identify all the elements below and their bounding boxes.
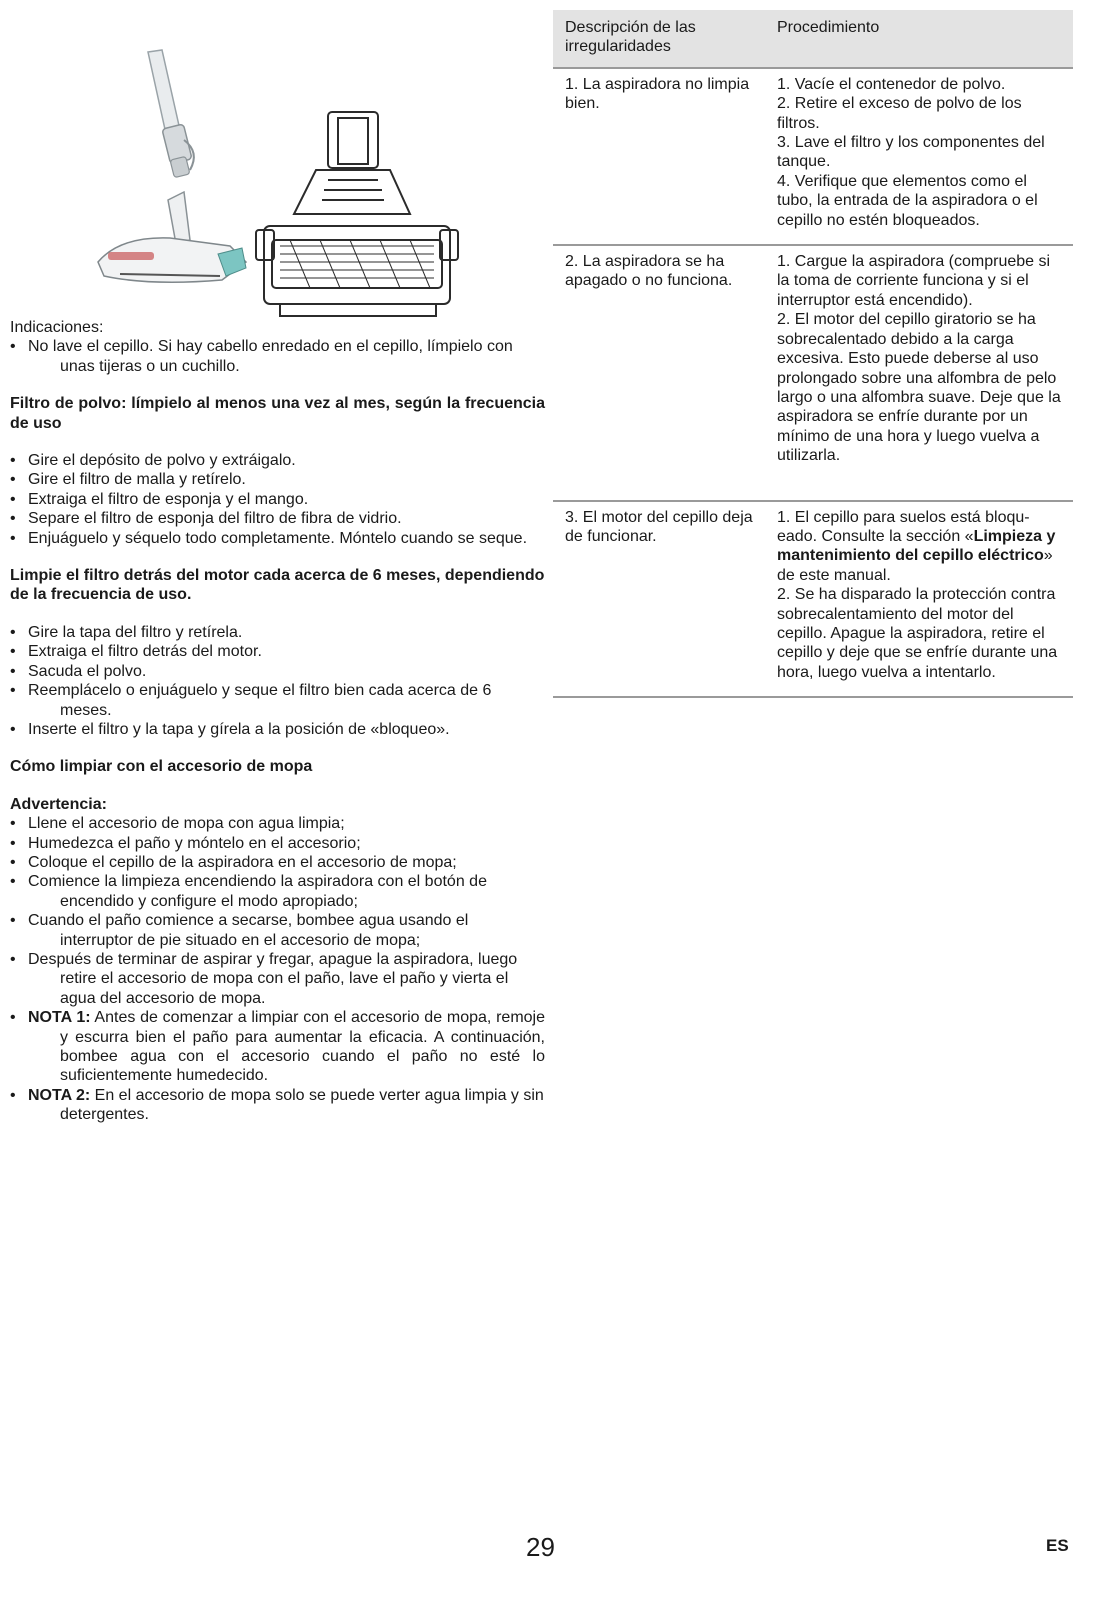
list-item: • Gire el depósito de polvo y extráigalo. <box>10 451 545 470</box>
list-item: • Después de terminar de aspirar y fregar, apague la aspiradora, luego retire el accesorio de mopa con el paño, lave el paño y vierta el agua del accesorio de mopa. <box>10 950 545 1008</box>
column-header-description: Descripción de las irregularidades <box>553 10 765 68</box>
list-item: • Coloque el cepillo de la aspiradora en el accesorio de mopa; <box>10 853 545 872</box>
note-1-item <box>10 1008 545 1086</box>
procedure-step-post: » de este manual. <box>777 547 1053 584</box>
indicaciones-label: Indicaciones: <box>10 319 104 336</box>
procedure-step: 2. El motor del cepillo giratorio se ha sobrecalentado debido a la carga excesiva. Esto puede deberse al uso prolongado sobre una alfombra de pelo largo o una alfombra suave. Deje que la aspiradora se enfríe durante por un mínimo de una hora y luego vuelva a utilizarla. <box>777 311 1061 465</box>
list-item: • Llene el accesorio de mopa con agua limpia; <box>10 814 545 833</box>
list-item: • Inserte el filtro y la tapa y gírela a la posición de «bloqueo». <box>10 720 545 739</box>
procedure-step: 2. Retire el exceso de polvo de los filtros. <box>777 95 1022 132</box>
floor-head-icon <box>98 192 246 282</box>
note-2-text: En el accesorio de mopa solo se puede verter agua limpia y sin detergentes. <box>60 1086 544 1124</box>
procedure-step: 3. Lave el filtro y los componentes del tanque. <box>777 134 1045 171</box>
note-1-text: Antes de comenzar a limpiar con el accesorio de mopa, remoje y escurra bien el paño para aumentar la eficacia. A continuación, bombee agua con el accesorio cuando el paño no esté lo suficientemente humedecido. <box>60 1009 546 1085</box>
mop-list <box>10 814 545 1125</box>
table-row <box>553 245 1073 500</box>
list-item: • Reemplácelo o enjuáguelo y seque el filtro bien cada acerca de 6 meses. <box>10 681 545 720</box>
procedure-step-pre: 1. El cepillo para suelos está bloqueado. Consulte la sección « <box>777 508 1030 545</box>
procedure-step: 4. Verifique que elementos como el tubo, la entrada de la aspiradora o el cepillo no estén bloqueados. <box>777 172 1038 229</box>
motor-filter-heading: Limpie el filtro detrás del motor cada acerca de 6 meses, dependiendo de la frecuencia de uso. <box>10 567 545 604</box>
procedure-step: 1. Cargue la aspiradora (compruebe si la toma de corriente funciona y si el interruptor está encendido). <box>777 253 1051 309</box>
vacuum-brush-illustration <box>80 40 480 320</box>
indicaciones-list <box>10 337 545 376</box>
page-number: 29 <box>526 1532 555 1562</box>
list-item: • Enjuáguelo y séquelo todo completamente. Móntelo cuando se seque. <box>10 529 545 548</box>
note-1-label: NOTA 1: <box>28 1009 91 1027</box>
list-item: • Extraiga el filtro detrás del motor. <box>10 642 545 661</box>
dust-filter-list <box>10 451 545 548</box>
list-item: • Humedezca el paño y móntelo en el accesorio; <box>10 834 545 853</box>
motor-filter-list <box>10 623 545 739</box>
warning-label: Advertencia: <box>10 795 107 813</box>
list-item: • No lave el cepillo. Si hay cabello enredado en el cepillo, límpielo con unas tijeras o un cuchillo. <box>10 337 545 376</box>
brush-head-diagram-icon <box>256 112 458 316</box>
procedure-cell <box>765 68 1073 245</box>
dust-filter-heading: Filtro de polvo: límpielo al menos una vez al mes, según la frecuencia de uso <box>10 395 545 432</box>
procedure-step-bold: Limpieza y mantenimiento del cepillo eléctrico <box>777 527 1056 565</box>
troubleshooting-table <box>553 10 1073 698</box>
procedure-step: 2. Se ha disparado la protección contra sobrecalentamiento del motor del cepillo. Apague la aspiradora, retire el cepillo y deje que se enfríe durante una hora, luego vuelva a intentarlo. <box>777 586 1058 681</box>
vacuum-wand-icon <box>148 50 194 178</box>
left-column <box>10 318 545 1125</box>
list-item: • Gire la tapa del filtro y retírela. <box>10 623 545 642</box>
list-item: • Extraiga el filtro de esponja y el mango. <box>10 490 545 509</box>
procedure-cell <box>765 501 1073 698</box>
note-2-label: NOTA 2: <box>28 1086 91 1104</box>
list-item: • Comience la limpieza encendiendo la aspiradora con el botón de encendido y configure el modo apropiado; <box>10 872 545 911</box>
list-item: • Sacuda el polvo. <box>10 662 545 681</box>
table-row <box>553 501 1073 698</box>
note-2-item <box>10 1086 545 1125</box>
list-item: • Cuando el paño comience a secarse, bombee agua usando el interruptor de pie situado en el accesorio de mopa; <box>10 911 545 950</box>
mop-heading: Cómo limpiar con el accesorio de mopa <box>10 758 313 776</box>
issue-cell: 2. La aspiradora se ha apagado o no funciona. <box>553 245 765 500</box>
column-header-procedure: Procedimiento <box>765 10 1073 68</box>
procedure-step <box>777 508 1063 586</box>
issue-cell: 3. El motor del cepillo deja de funcionar. <box>553 501 765 698</box>
procedure-step: 1. Vacíe el contenedor de polvo. <box>777 75 1006 93</box>
list-item: • Separe el filtro de esponja del filtro de fibra de vidrio. <box>10 509 545 528</box>
issue-cell: 1. La aspiradora no limpia bien. <box>553 68 765 245</box>
list-item: • Gire el filtro de malla y retírelo. <box>10 470 545 489</box>
procedure-cell <box>765 245 1073 500</box>
table-row <box>553 68 1073 245</box>
table-header-row <box>553 10 1073 68</box>
language-code: ES <box>1046 1536 1069 1555</box>
